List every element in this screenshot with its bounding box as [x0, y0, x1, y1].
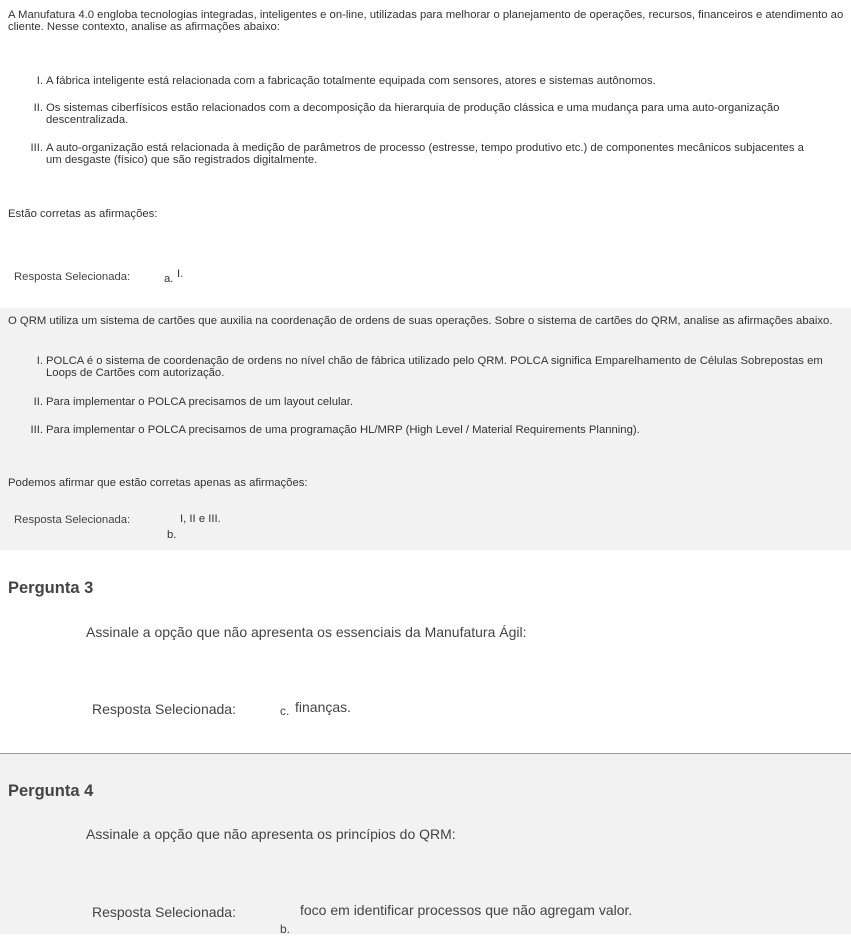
selected-answer-label: Resposta Selecionada:	[92, 701, 236, 717]
statement-number: III.	[30, 142, 43, 154]
question-1-statement-3	[30, 142, 816, 166]
statement-number: II.	[33, 102, 43, 114]
selected-answer-letter: a.	[164, 273, 174, 285]
question-2-block	[0, 308, 851, 550]
statement-text: Para implementar o POLCA precisamos de uma programação HL/MRP (High Level / Material Requirements Planning).	[46, 424, 640, 436]
question-4-text: Assinale a opção que não apresenta os princípios do QRM:	[86, 826, 456, 842]
selected-answer-label: Resposta Selecionada:	[14, 271, 131, 283]
question-2-statement-2	[33, 396, 836, 408]
question-2-intro: O QRM utiliza um sistema de cartões que auxilia na coordenação de ordens de suas operações. Sobre o sistema de cartões do QRM, analise as afirmações abaixo.	[8, 315, 833, 327]
question-4-block	[0, 754, 851, 934]
question-1-statement-1	[36, 75, 846, 87]
statement-number: II.	[33, 396, 43, 408]
statement-number: I.	[36, 355, 43, 367]
statement-text: Para implementar o POLCA precisamos de um layout celular.	[46, 396, 354, 408]
statement-number: III.	[30, 424, 43, 436]
statement-text: Os sistemas ciberfísicos estão relacionados com a decomposição da hierarquia de produção clássica e uma mudança para uma auto-organização descentralizada.	[46, 102, 780, 126]
question-4-title: Pergunta 4	[8, 782, 94, 800]
selected-answer-label: Resposta Selecionada:	[92, 904, 236, 920]
question-1-prompt: Estão corretas as afirmações:	[8, 208, 158, 220]
question-3-text: Assinale a opção que não apresenta os essenciais da Manufatura Ágil:	[86, 624, 527, 640]
selected-answer-text: finanças.	[295, 699, 352, 715]
selected-answer-letter: b.	[280, 922, 291, 936]
statement-text: POLCA é o sistema de coordenação de ordens no nível chão de fábrica utilizado pelo QRM. POLCA significa Emparelhamento de Células Sobrepostas em Loops de Cartões com autorização.	[46, 355, 823, 379]
question-1-statement-2	[33, 102, 850, 126]
question-3-block	[0, 551, 851, 754]
selected-answer-text: foco em identificar processos que não agregam valor.	[300, 902, 633, 918]
selected-answer-label: Resposta Selecionada:	[14, 514, 131, 526]
question-2-prompt: Podemos afirmar que estão corretas apenas as afirmações:	[8, 477, 308, 489]
question-2-statement-1	[36, 355, 836, 379]
statement-text: A fábrica inteligente está relacionada com a fabricação totalmente equipada com sensores, atores e sistemas autônomos.	[46, 75, 656, 87]
statement-number: I.	[36, 75, 43, 87]
question-3-title: Pergunta 3	[8, 579, 94, 597]
selected-answer-letter: c.	[280, 704, 290, 718]
question-1-intro: A Manufatura 4.0 engloba tecnologias integradas, inteligentes e on-line, utilizadas para melhorar o planejamento de operações, recursos, financeiros e atendimento ao cliente. Nesse contexto, analise as afirmações abaixo:	[8, 9, 844, 33]
question-2-statement-3	[30, 424, 836, 436]
selected-answer-text: I, II e III.	[180, 513, 221, 525]
question-1-block	[0, 0, 851, 300]
statement-text: A auto-organização está relacionada à medição de parâmetros de processo (estresse, tempo produtivo etc.) de componentes mecânicos subjacentes a um desgaste (físico) que são registrados digitalmente.	[46, 142, 804, 166]
selected-answer-letter: b.	[167, 529, 177, 541]
selected-answer-text: I.	[177, 268, 184, 280]
